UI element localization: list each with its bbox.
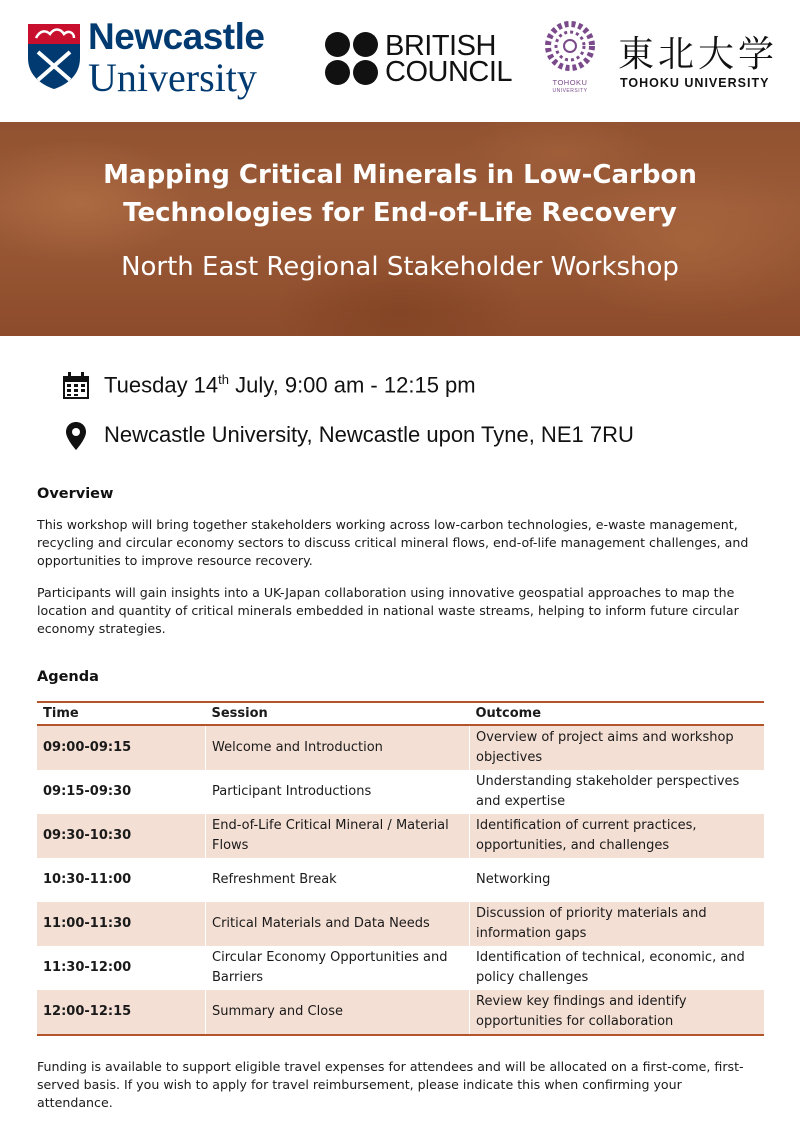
agenda-session: Welcome and Introduction (206, 725, 470, 770)
overview-paragraph-2: Participants will gain insights into a UK-Japan collaboration using innovative geospatial approaches to map the location and quantity of critical minerals embedded in national waste streams, helping to inform future circular economy strategies. (37, 585, 739, 636)
tohoku-wreath-icon (540, 16, 600, 76)
hero-banner (0, 122, 800, 336)
agenda-time: 12:00-12:15 (37, 990, 206, 1035)
agenda-session: Refreshment Break (206, 858, 470, 902)
agenda-time: 09:00-09:15 (37, 725, 206, 770)
agenda-time: 09:30-10:30 (37, 814, 206, 858)
newcastle-shield-icon (26, 22, 82, 90)
british-council-logo (325, 32, 515, 92)
newcastle-wordmark-line1: Newcastle (88, 16, 265, 57)
agenda-time: 11:30-12:00 (43, 960, 132, 975)
tohoku-emblem-sub: UNIVERSITY (552, 88, 588, 94)
agenda-time: 11:00-11:30 (37, 902, 206, 946)
british-council-dots-icon (325, 32, 379, 86)
map-pin-icon (60, 420, 92, 452)
agenda-outcome: Identification of technical, economic, and policy challenges (470, 946, 765, 990)
agenda-col-time: Time (37, 702, 206, 725)
agenda-session: Critical Materials and Data Needs (206, 902, 470, 946)
tohoku-english: TOHOKU UNIVERSITY (620, 76, 770, 90)
agenda-heading: Agenda (37, 669, 99, 685)
agenda-time: 10:30-11:00 (43, 872, 132, 887)
agenda-outcome: Overview of project aims and workshop objectives (470, 725, 765, 770)
funding-note: Funding is available to support eligible travel expenses for attendees and will be allocated on a first-come, first-served basis. If you wish to apply for travel reimbursement, please indicate this when confirming your attendance. (37, 1059, 744, 1110)
overview-heading: Overview (37, 486, 114, 502)
tohoku-emblem-logo (540, 16, 600, 100)
table-row (37, 902, 764, 946)
table-row (37, 770, 764, 814)
newcastle-wordmark-line2: University (88, 55, 257, 100)
logo-bar (0, 0, 800, 122)
agenda-outcome: Review key findings and identify opportunities for collaboration (470, 990, 765, 1035)
agenda-session: Circular Economy Opportunities and Barriers (206, 946, 470, 990)
agenda-outcome: Identification of current practices, opportunities, and challenges (470, 814, 765, 858)
table-row (37, 990, 764, 1035)
agenda-outcome: Understanding stakeholder perspectives and expertise (470, 770, 765, 814)
agenda-table (37, 701, 764, 1036)
tohoku-kanji: 東北大学 (618, 34, 779, 75)
agenda-outcome: Discussion of priority materials and information gaps (470, 902, 765, 946)
workshop-title: Mapping Critical Minerals in Low-Carbon Technologies for End-of-Life Recovery (103, 160, 697, 228)
agenda-session: Summary and Close (206, 990, 470, 1035)
tohoku-university-wordmark (618, 26, 778, 96)
overview-paragraph-1: This workshop will bring together stakeholders working across low-carbon technologies, e-waste management, recycling and circular economy sectors to discuss critical mineral flows, end-of-life management challenges, and opportunities to improve resource recovery. (37, 517, 749, 568)
agenda-col-session: Session (206, 702, 470, 725)
agenda-session: End-of-Life Critical Mineral / Material Flows (206, 814, 470, 858)
table-row (37, 725, 764, 770)
calendar-icon (60, 370, 92, 402)
tohoku-emblem-label: TOHOKU (552, 78, 588, 87)
agenda-header-row (37, 702, 764, 725)
table-row (37, 858, 764, 902)
british-council-wordmark: BRITISH COUNCIL (385, 30, 513, 88)
workshop-subtitle: North East Regional Stakeholder Workshop (121, 252, 679, 282)
agenda-outcome: Networking (470, 858, 765, 902)
table-row (37, 814, 764, 858)
newcastle-university-logo (26, 16, 291, 100)
table-row (37, 946, 764, 990)
event-location: Newcastle University, Newcastle upon Tyne, NE1 7RU (104, 422, 634, 447)
agenda-time: 09:15-09:30 (43, 784, 132, 799)
agenda-col-outcome: Outcome (470, 702, 765, 725)
event-date: Tuesday 14th July, 9:00 am - 12:15 pm (104, 372, 476, 398)
agenda-session: Participant Introductions (206, 770, 470, 814)
